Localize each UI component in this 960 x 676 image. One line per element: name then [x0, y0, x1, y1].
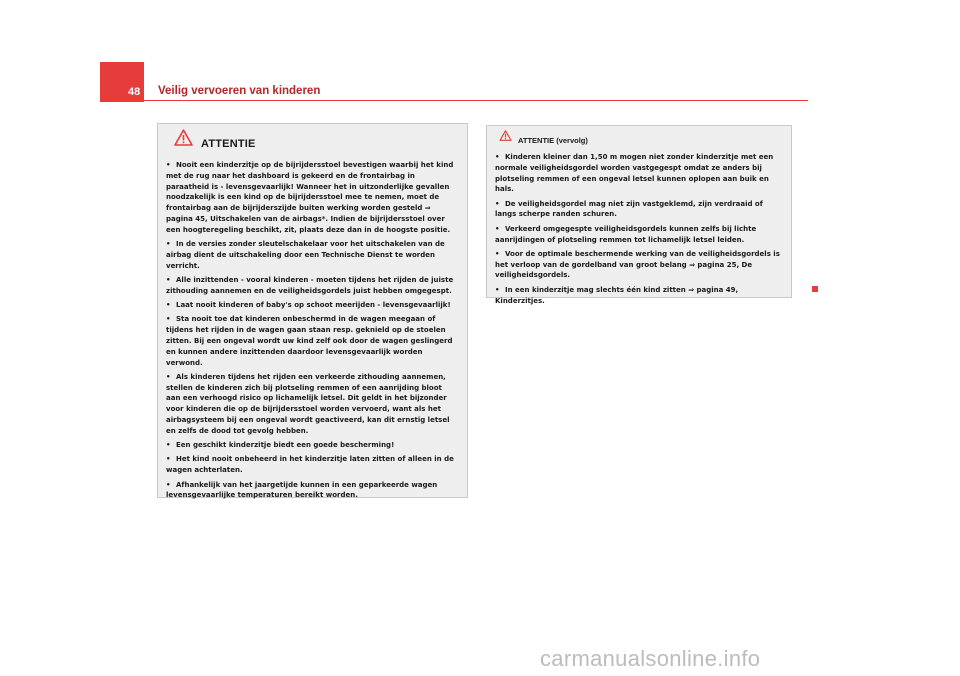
warning-list: [166, 160, 458, 501]
warning-title: ATTENTIE: [201, 138, 256, 150]
section-end-marker: [812, 286, 818, 292]
warning-header: [499, 132, 782, 145]
header-rule: [144, 100, 808, 101]
warning-item: • In een kinderzitje mag slechts één kind zitten ⇒ pagina 49, Kinderzitjes.: [495, 285, 739, 305]
watermark: carmanualsonline.info: [540, 646, 761, 671]
warning-box-right: [486, 125, 792, 305]
warning-item: • Een geschikt kinderzitje biedt een goede bescherming!: [166, 441, 395, 450]
warning-title: ATTENTIE (vervolg): [518, 136, 588, 145]
warning-item: • Nooit een kinderzitje op de bijrijdersstoel bevestigen waarbij het kind met de rug naar het dashboard is gekeerd en de frontairbag in paraatheid is - levensgevaarlijk! Wanneer het in uitzonderlijke gevallen noodzakelijk is een kind op de bijrijdersstoel mee te nemen, moet de frontairbag aan de bijrijderszijde buiten werking worden gesteld ⇒ pagina 45, Uitschakelen van de airbags*. Indien de bijrijdersstoel over een hoogteregeling beschikt, zit, plaats deze dan in de hoogste positie.: [166, 161, 454, 234]
warning-item: • Afhankelijk van het jaargetijde kunnen in een geparkeerde wagen levensgevaarlijke temperaturen bereikt worden.: [166, 480, 438, 500]
warning-item: • Alle inzittenden - vooral kinderen - moeten tijdens het rijden de juiste zithouding aannemen en de veiligheidsgordels juist hebben omgegespt.: [166, 275, 454, 295]
warning-box-left: [157, 123, 468, 498]
warning-item: • Laat nooit kinderen of baby's op schoot meerijden - levensgevaarlijk!: [166, 301, 451, 310]
warning-item: • Kinderen kleiner dan 1,50 m mogen niet zonder kinderzitje met een normale veiligheidsgordel worden vastgegespt omdat ze anders bij plotseling remmen of een ongeval letsel kunnen oplopen aan buik en hals.: [495, 153, 774, 194]
warning-item: • In de versies zonder sleutelschakelaar voor het uitschakelen van de airbag dient de uitschakeling door een Technische Dienst te worden verricht.: [166, 240, 445, 270]
warning-item: • De veiligheidsgordel mag niet zijn vastgeklemd, zijn verdraaid of langs scherpe randen schuren.: [495, 199, 763, 219]
warning-item: • Als kinderen tijdens het rijden een verkeerde zithouding aannemen, stellen de kinderen zich bij plotseling remmen of een aanrijding bloot aan een verhoogd risico op lichamelijk letsel. Dit geldt in het bijzonder voor kinderen die op de bijrijdersstoel worden vervoerd, want als het airbagsysteem bij een ongeval wordt geactiveerd, kan dit ernstig letsel en zelfs de dood tot gevolg hebben.: [166, 372, 450, 435]
warning-triangle-icon: [174, 129, 193, 150]
warning-item: • Voor de optimale beschermende werking van de veiligheidsgordels is het verloop van de gordelband van groot belang ⇒ pagina 25, De veiligheidsgordels.: [495, 249, 780, 280]
page-number: 48: [128, 86, 141, 98]
warning-triangle-icon: [499, 126, 512, 145]
warning-item: • Sta nooit toe dat kinderen onbeschermd in de wagen meegaan of tijdens het rijden in de wagen gaan staan resp. geknield op de stoelen zitten. Bij een ongeval wordt uw kind zelf ook door de wagen geslingerd en kunnen andere inzittenden daardoor levensgevaarlijk worden verwond.: [166, 315, 453, 367]
warning-item: • Het kind nooit onbeheerd in het kinderzitje laten zitten of alleen in de wagen achterlaten.: [166, 455, 454, 475]
section-title: Veilig vervoeren van kinderen: [158, 85, 321, 97]
warning-header: [174, 130, 458, 150]
warning-list: [495, 152, 782, 306]
warning-item: • Verkeerd omgegespte veiligheidsgordels kunnen zelfs bij lichte aanrijdingen of plotseling remmen tot lichamelijk letsel leiden.: [495, 224, 757, 244]
